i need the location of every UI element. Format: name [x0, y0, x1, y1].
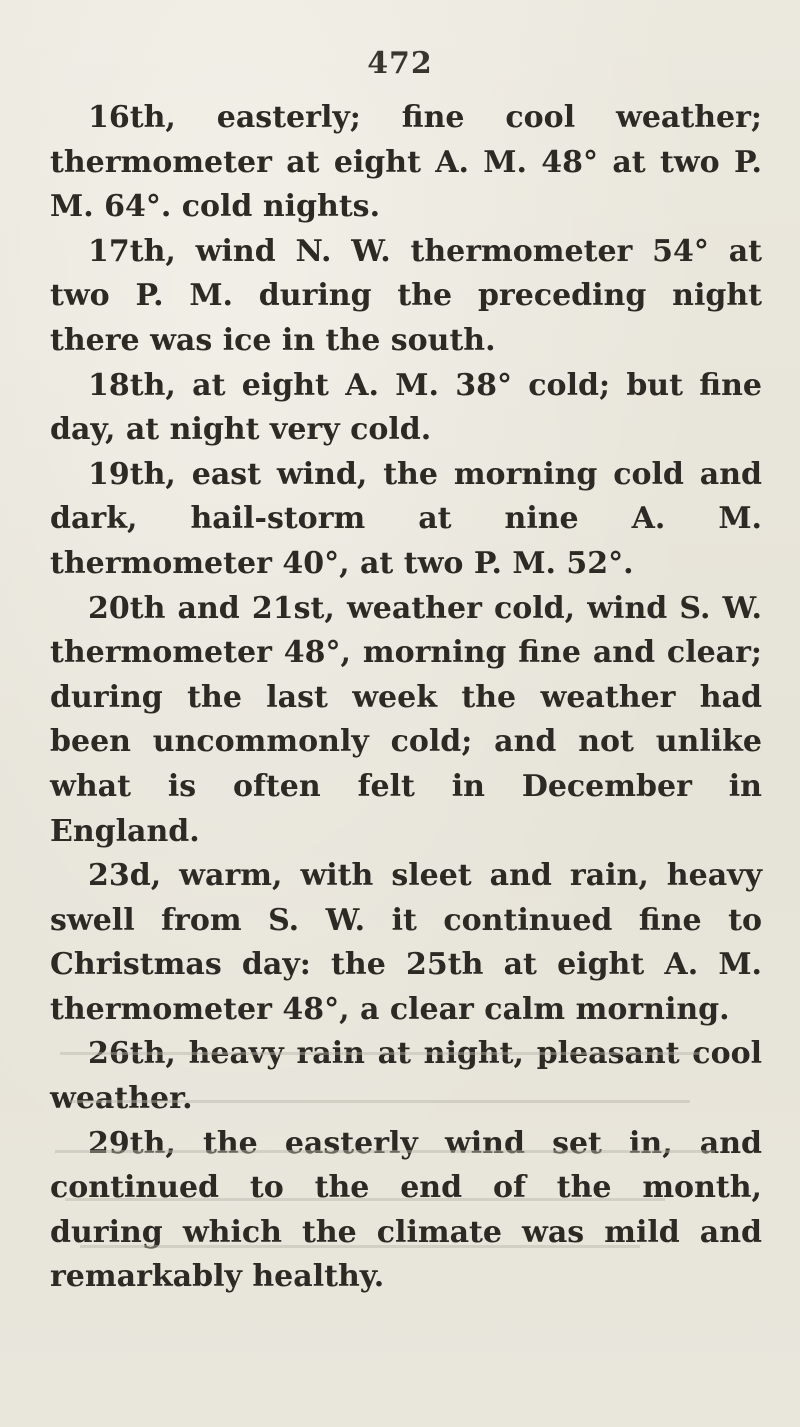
- entry-26th: 26th, heavy rain at night, pleasant cool weather.: [50, 1036, 762, 1117]
- entry-17th: 17th, wind N. W. thermometer 54° at two P. M. during the preceding night there was ice in the south.: [50, 233, 762, 358]
- entry-18th: 18th, at eight A. M. 38° cold; but fine day, at night very cold.: [50, 367, 762, 448]
- entry-19th: 19th, east wind, the morning cold and dark, hail-storm at nine A. M. thermometer 40°, at two P. M. 52°.: [50, 456, 762, 581]
- entry-23d: 23d, warm, with sleet and rain, heavy swell from S. W. it continued fine to Christmas day: the 25th at eight A. M. thermometer 48°, a clear calm morning.: [50, 858, 762, 1027]
- entry-16th: 16th, easterly; fine cool weather; thermometer at eight A. M. 48° at two P. M. 64°. cold nights.: [50, 100, 762, 225]
- entry-20th-21st: 20th and 21st, weather cold, wind S. W. thermometer 48°, morning fine and clear; during the last week the weather had been uncommonly cold; and not unlike what is often felt in December in England.: [50, 590, 762, 849]
- entry-29th: 29th, the easterly wind set in, and continued to the end of the month, during which the climate was mild and remarkably healthy.: [50, 1125, 762, 1295]
- journal-text: [50, 96, 762, 1300]
- page-number: 472: [367, 46, 433, 81]
